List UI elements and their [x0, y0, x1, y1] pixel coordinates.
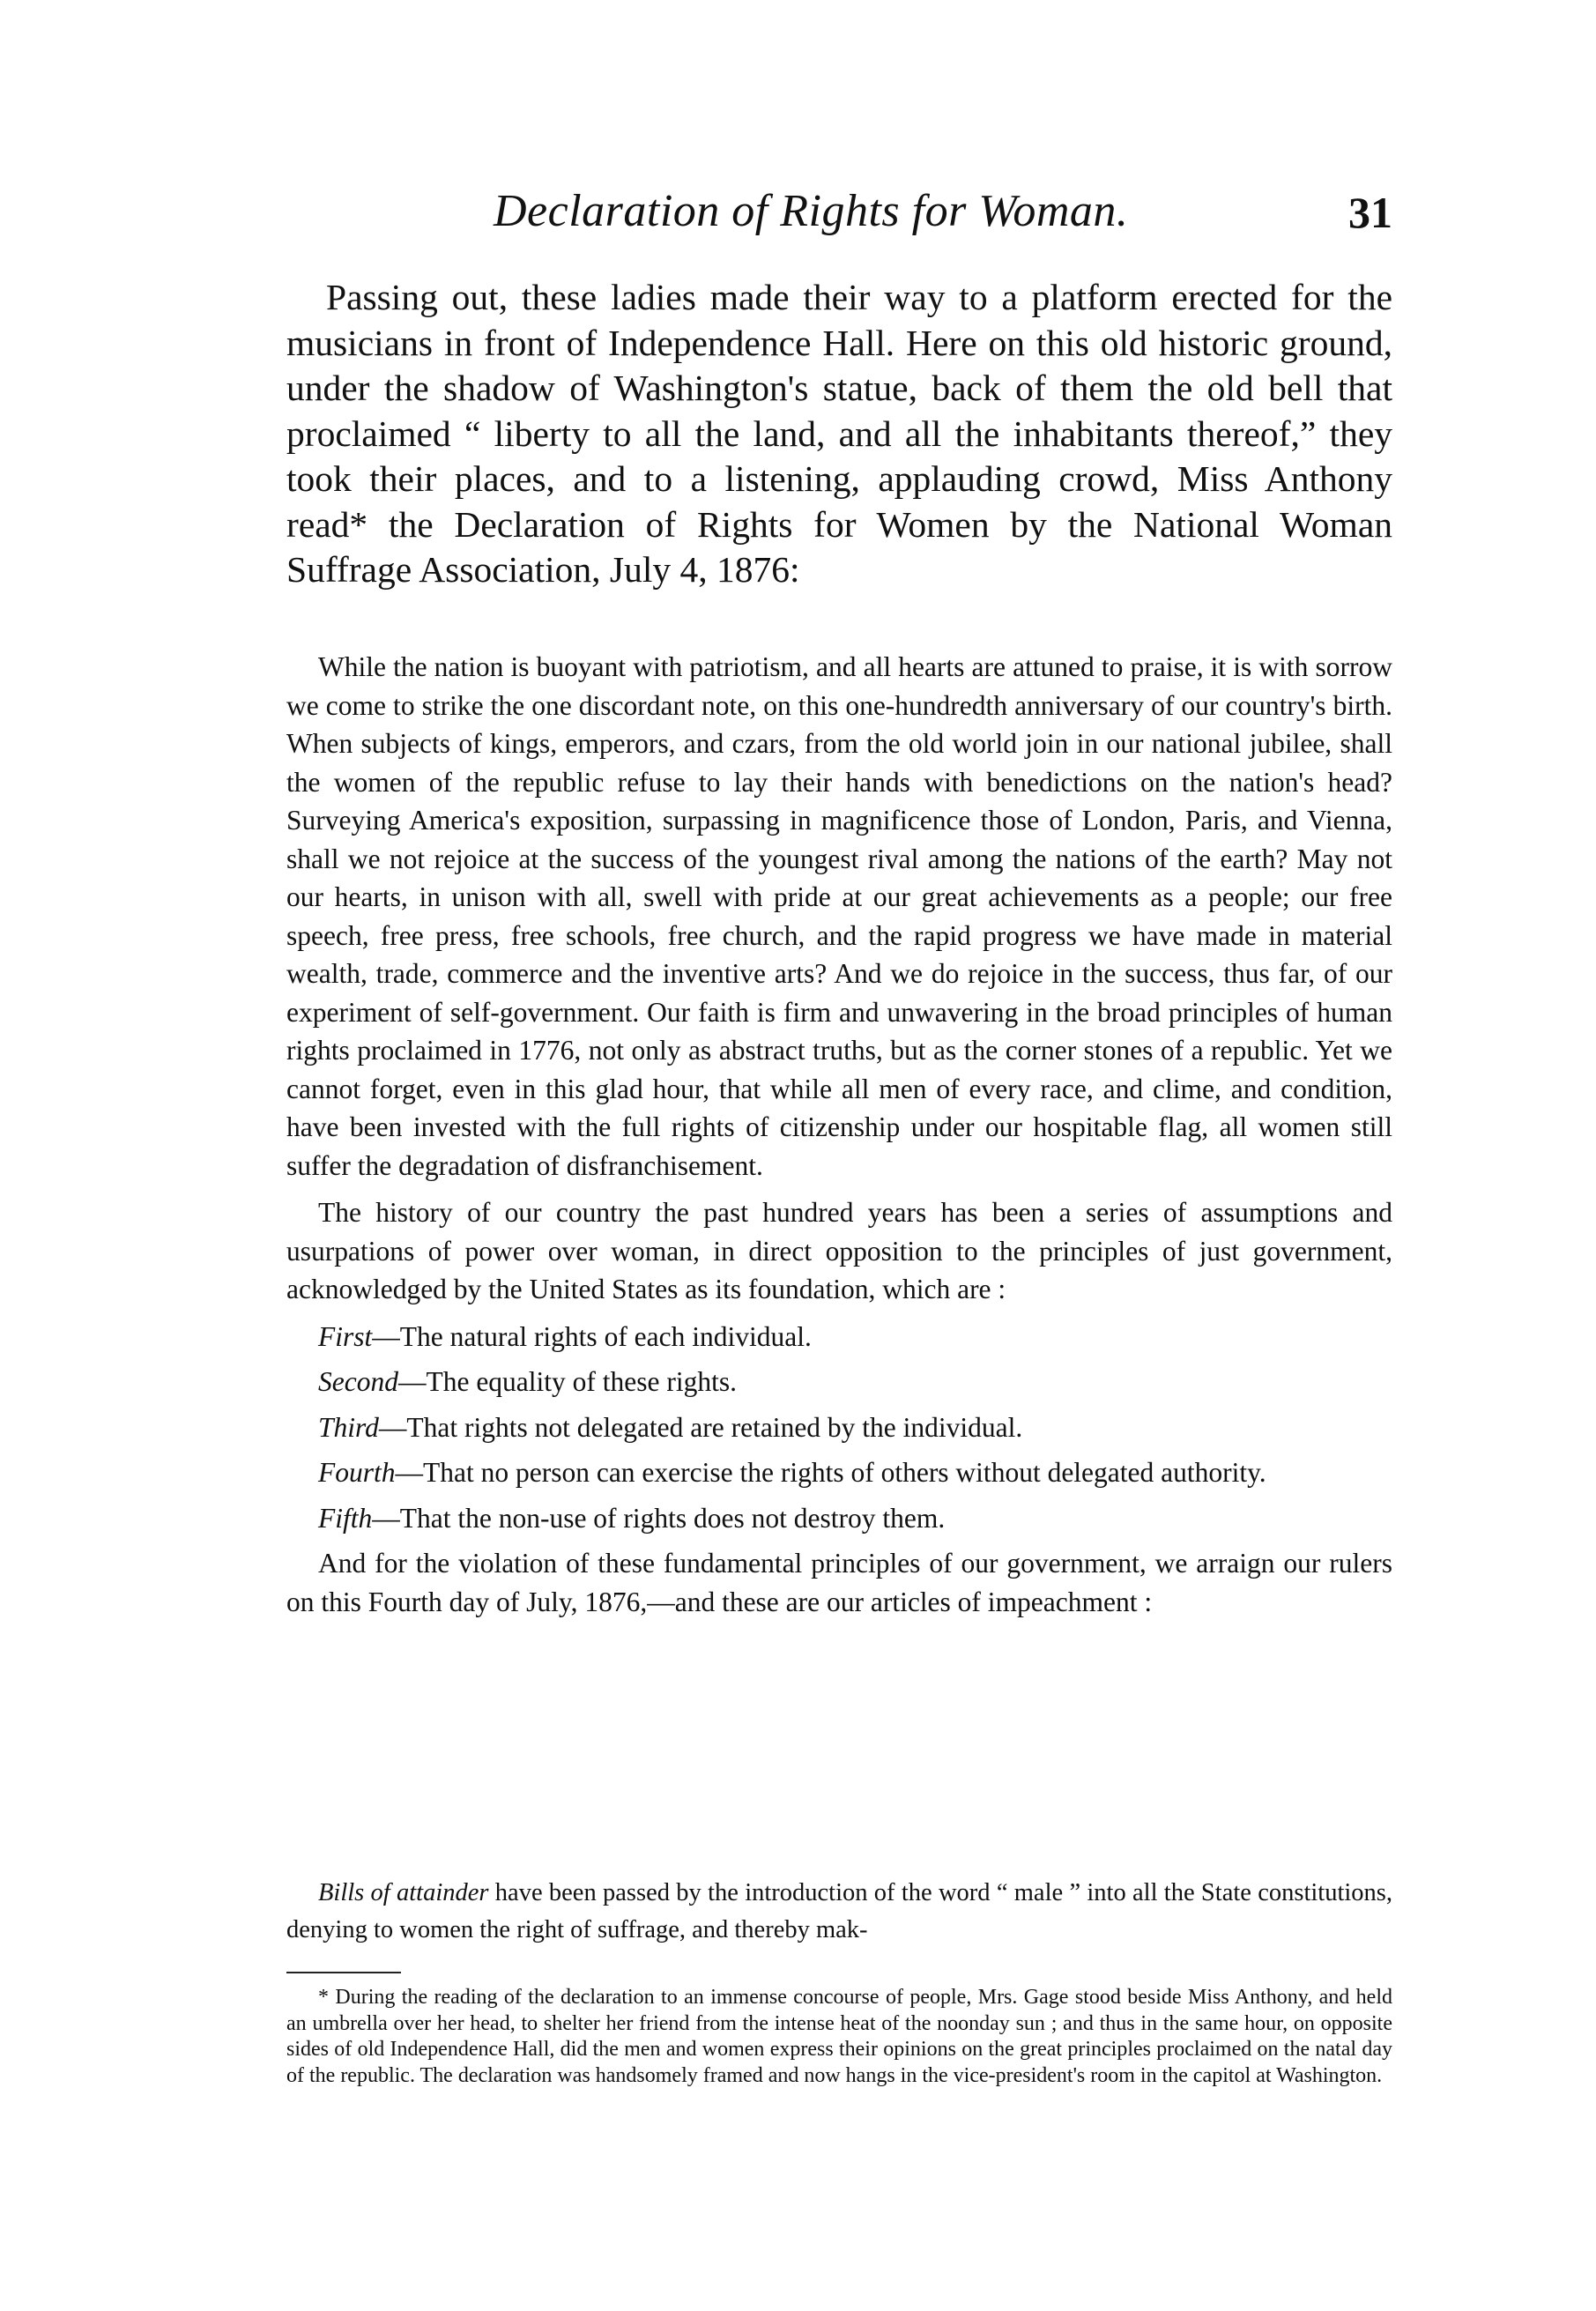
- principle-fifth-text: —That the non-use of rights does not destroy them.: [372, 1502, 946, 1534]
- principle-first-text: —The natural rights of each individual.: [372, 1320, 812, 1352]
- declaration-paragraph-2: The history of our country the past hundred years has been a series of assumptions and usurpations of power over woman, in direct opposition to the principles of just government, acknowledged by the United States as its foundation, which are :: [286, 1197, 1392, 1304]
- impeachment-article-lead: Bills of attainder: [318, 1879, 489, 1906]
- principle-second-text: —The equality of these rights.: [397, 1366, 737, 1397]
- principle-fourth-lead: Fourth: [318, 1457, 396, 1488]
- principle-fourth-text: —That no person can exercise the rights of others without delegated authority.: [395, 1457, 1266, 1488]
- declaration-text: [286, 648, 1392, 1630]
- declaration-paragraph-1: While the nation is buoyant with patriotism, and all hearts are attuned to praise, it is with sorrow we come to strike the one discordant note, on this one-hundredth anniversary of our country's birth. When subjects of kings, emperors, and czars, from the old world join in our national jubilee, shall the women of the republic refuse to lay their hands with benedictions on the nation's head? Surveying America's exposition, surpassing in magnificence those of London, Paris, and Vienna, shall we not rejoice at the success of the youngest rival among the nations of the earth? May not our hearts, in unison with all, swell with pride at our great achievements as a people; our free speech, free press, free schools, free church, and the rapid progress we have made in material wealth, trade, commerce and the inventive arts? And we do rejoice in the success, thus far, of our experiment of self-government. Our faith is firm and unwavering in the broad principles of human rights proclaimed in 1776, not only as abstract truths, but as the corner stones of a republic. Yet we cannot forget, even in this glad hour, that while all men of every race, and clime, and condition, have been invested with the full rights of citizenship under our hospitable flag, all women still suffer the degradation of disfranchisement.: [286, 651, 1392, 1181]
- principle-third: [286, 1408, 1392, 1447]
- principle-second: [286, 1363, 1392, 1401]
- principle-second-lead: Second: [318, 1366, 398, 1397]
- impeachment-article-text: have been passed by the introduction of the word “ male ” into all the State constitutions, denying to women the right of suffrage, and thereby mak-: [286, 1879, 1393, 1943]
- intro-paragraph: Passing out, these ladies made their way to a platform erected for the musicians in front of Independence Hall. Here on this old historic ground, under the shadow of Washington's statue, back of them the old bell that proclaimed “ liberty to all the land, and all the inhabitants thereof,” they took their places, and to a listening, applauding crowd, Miss Anthony read* the Declaration of Rights for Women by the National Woman Suffrage Association, July 4, 1876:: [286, 277, 1392, 590]
- running-title: Declaration of Rights for Woman.: [494, 186, 1129, 236]
- page-header: [494, 185, 1392, 247]
- footnote-text: * During the reading of the declaration to an immense concourse of people, Mrs. Gage stood beside Miss Anthony, and held an umbrella over her head, to shelter her friend from the intense heat of the noonday sun ; and thus in the same hour, on opposite sides of old Independence Hall, did the men and women express their opinions on the great principles proclaimed on the natal day of the republic. The declaration was handsomely framed and now hangs in the vice-president's room in the capitol at Washington.: [286, 1986, 1392, 2087]
- intro-section: [286, 275, 1392, 593]
- page-number: 31: [1348, 188, 1392, 237]
- declaration-paragraph-3: And for the violation of these fundamental principles of our government, we arraign our rulers on this Fourth day of July, 1876,—and these are our articles of impeachment :: [286, 1548, 1392, 1617]
- principle-third-lead: Third: [318, 1411, 379, 1443]
- footnote-divider: [286, 1972, 401, 1973]
- impeachment-article-paragraph: [286, 1875, 1392, 1949]
- principle-fifth-lead: Fifth: [318, 1502, 373, 1534]
- footnote: [286, 1985, 1392, 2089]
- impeachment-article: [286, 1875, 1392, 1949]
- principle-fourth: [286, 1453, 1392, 1492]
- principle-fifth: [286, 1499, 1392, 1538]
- principle-first: [286, 1318, 1392, 1356]
- principle-first-lead: First: [318, 1320, 373, 1352]
- principle-third-text: —That rights not delegated are retained by the individual.: [378, 1411, 1023, 1443]
